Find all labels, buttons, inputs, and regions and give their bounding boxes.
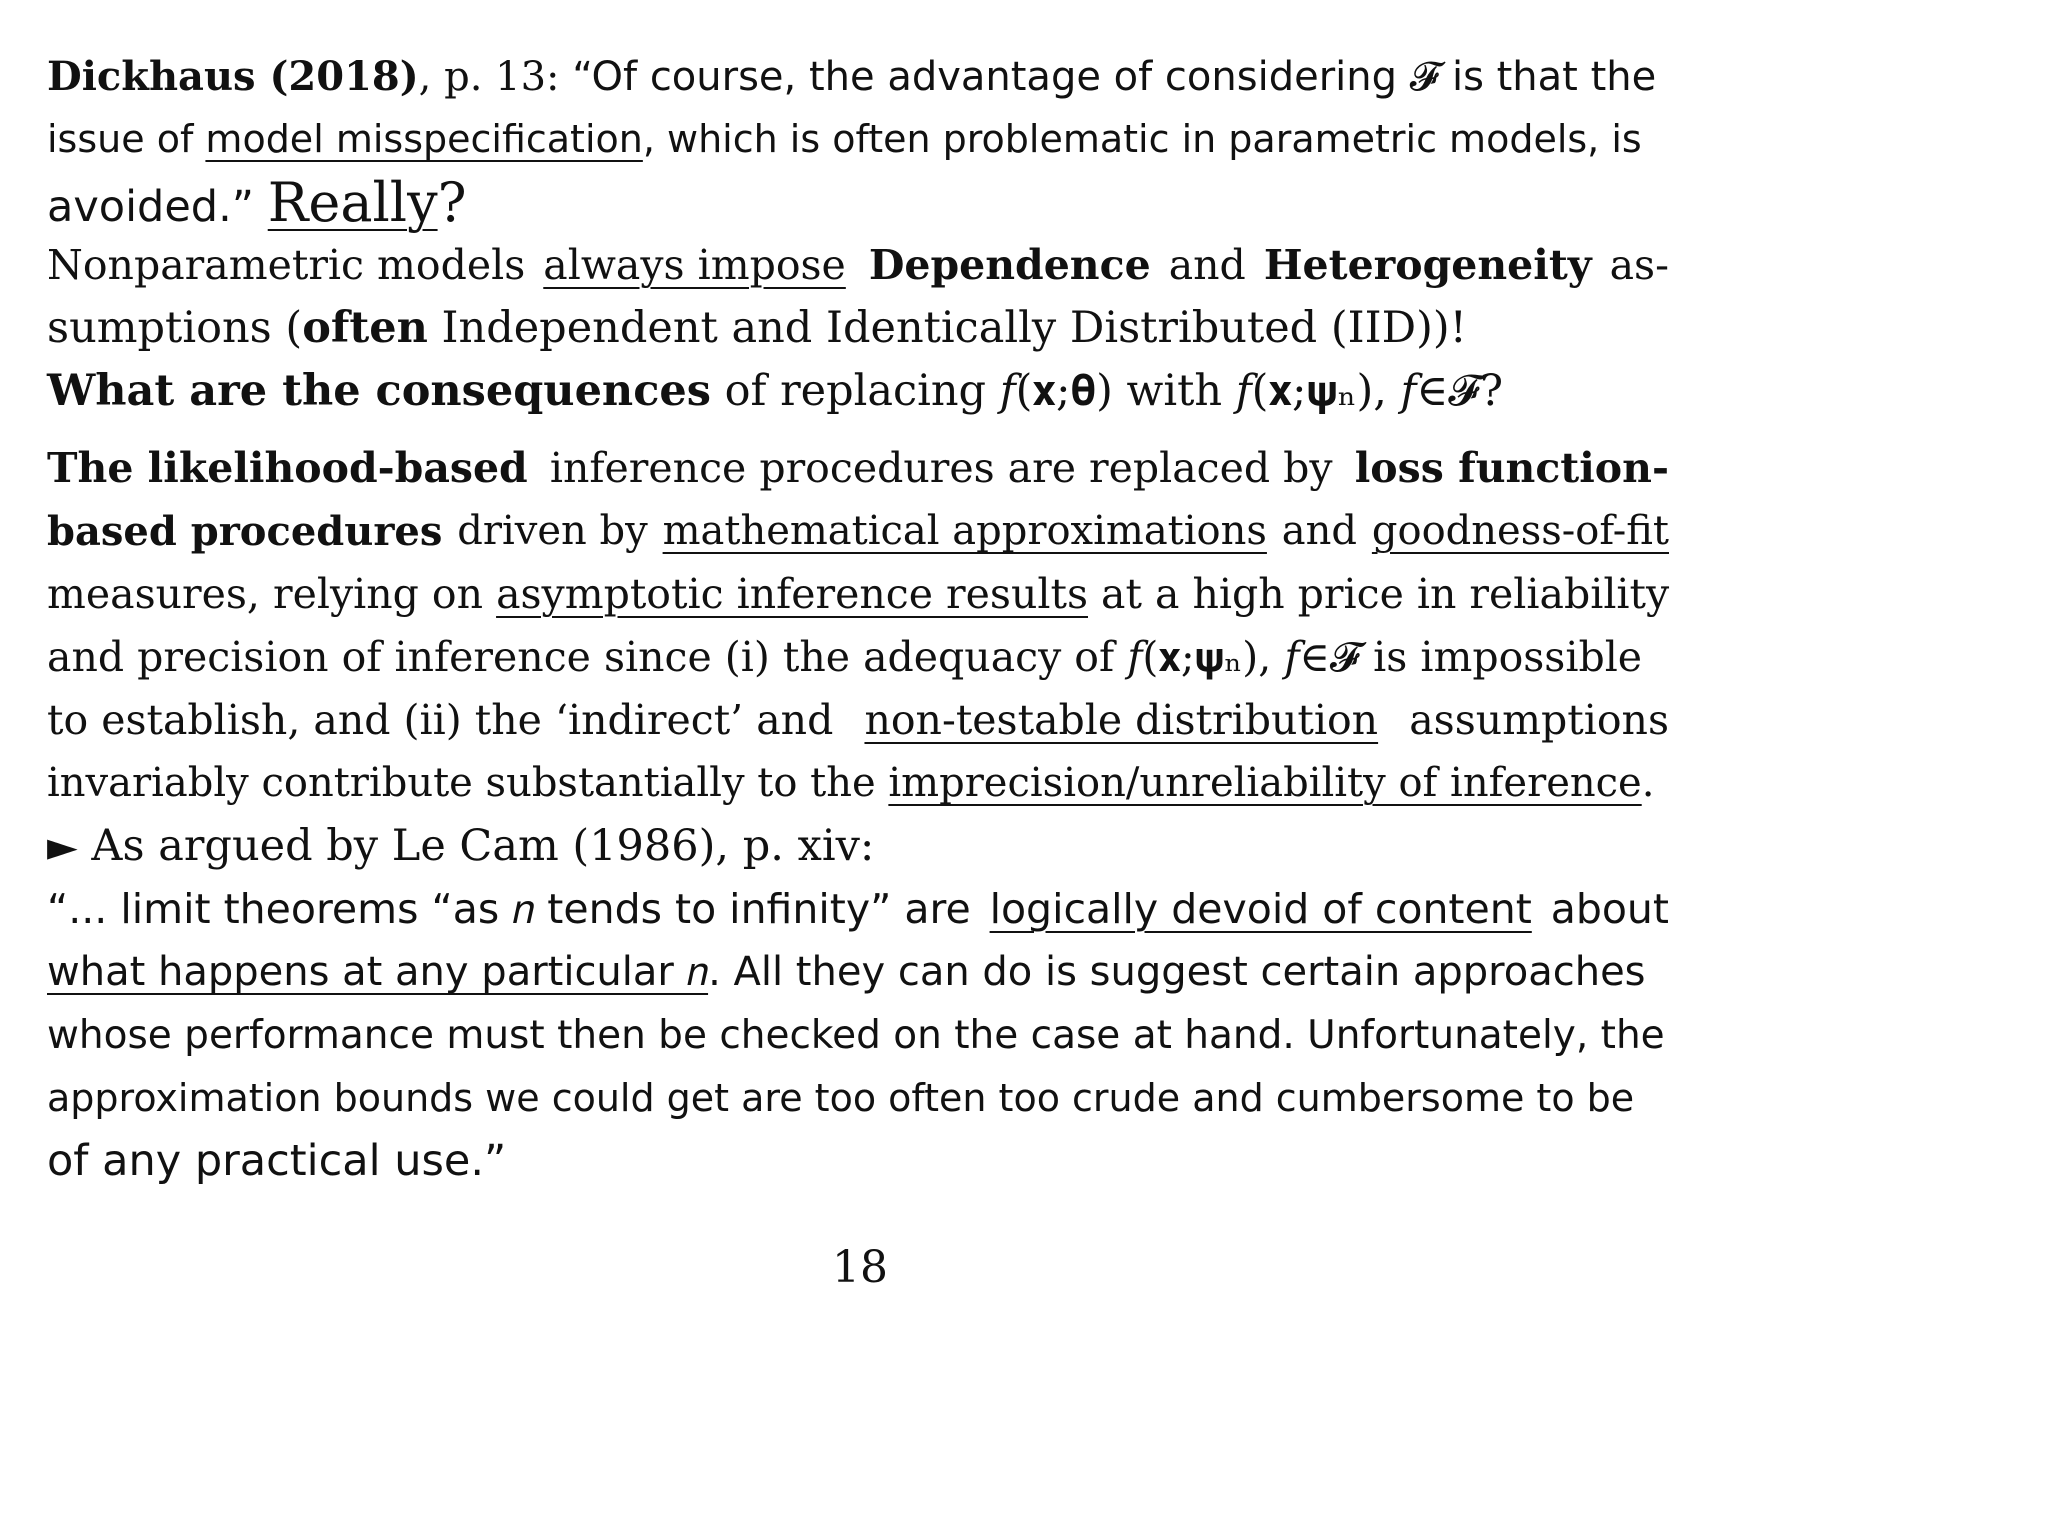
line-10 xyxy=(47,626,1669,689)
line-1 xyxy=(47,45,1669,108)
question-mark: ? xyxy=(437,171,467,234)
line-4 xyxy=(47,234,1669,297)
line-14 xyxy=(47,878,1669,941)
underlined-term: always impose xyxy=(543,241,846,289)
text: invariably contribute substantially to the xyxy=(47,760,889,806)
text: inference procedures are replaced by xyxy=(536,444,1346,492)
text: driven by xyxy=(444,508,661,554)
bold-term: often xyxy=(302,303,428,353)
text: to establish, and (ii) the ‘indirect’ and xyxy=(47,696,847,744)
line-16 xyxy=(47,1004,1669,1067)
bold-term: Dependence xyxy=(868,241,1151,289)
bold-term: Heterogeneity xyxy=(1263,241,1592,289)
page-number: 18 xyxy=(832,1242,888,1293)
text: sumptions ( xyxy=(47,303,303,353)
line-9 xyxy=(47,563,1669,626)
really-remark: Really xyxy=(267,171,438,234)
text: and precision of inference since (i) the adequacy of 𝑓(𝐱;𝛙ₙ), 𝑓∈𝓕 is impossible xyxy=(47,633,1643,681)
line-12 xyxy=(47,752,1669,815)
text: approximation bounds we could get are too often too crude and cumbersome to be xyxy=(47,1076,1635,1120)
underlined-term: imprecision/unreliability of inference xyxy=(888,760,1642,806)
citation-page: , p. 13: xyxy=(418,54,573,100)
line-18 xyxy=(47,1130,1669,1193)
line-5 xyxy=(47,297,1669,360)
text: Nonparametric models xyxy=(47,241,539,289)
text: . xyxy=(1641,760,1655,806)
text: issue of xyxy=(47,117,194,161)
text: , which is often problematic in parametric models, is xyxy=(642,117,1642,161)
line-11 xyxy=(47,689,1669,752)
line-3 xyxy=(47,171,1669,234)
text: and xyxy=(1269,508,1370,554)
quote-text: “Of course, the advantage of considering 𝓕 is that the xyxy=(572,54,1657,100)
bold-term: based procedures xyxy=(47,508,443,555)
text: Independent and Identically Distributed (IID))! xyxy=(427,303,1467,353)
bold-term: The likelihood-based xyxy=(47,444,528,492)
underlined-term: logically devoid of content xyxy=(989,885,1532,933)
bullet-triangle-icon: ► xyxy=(47,824,78,870)
author-citation: Dickhaus (2018) xyxy=(47,53,419,100)
line-15 xyxy=(47,941,1669,1004)
text: of any practical use.” xyxy=(47,1136,507,1186)
text: As argued by Le Cam (1986), p. xiv: xyxy=(77,821,875,871)
bold-term: What are the consequences xyxy=(47,366,711,416)
text: about xyxy=(1537,885,1669,933)
underlined-term: what happens at any particular 𝑛 xyxy=(47,949,709,995)
line-2 xyxy=(47,108,1669,171)
text: whose performance must then be checked on the case at hand. Unfortunately, the xyxy=(47,1013,1665,1058)
underlined-term: mathematical approximations xyxy=(662,508,1267,554)
formula-text: of replacing 𝑓(𝐱;𝛉) with 𝑓(𝐱;𝛙ₙ), 𝑓∈𝓕? xyxy=(710,366,1504,416)
text: avoided.” xyxy=(47,182,268,232)
underlined-term: non-testable distribution xyxy=(864,696,1379,744)
line-8 xyxy=(47,500,1669,563)
line-6 xyxy=(47,360,1669,423)
text: and xyxy=(1155,241,1259,289)
underlined-term: goodness-of-fit xyxy=(1371,508,1669,554)
text: as- xyxy=(1596,241,1669,289)
text: . All they can do is suggest certain approaches xyxy=(708,949,1646,995)
underlined-term: model misspecification xyxy=(205,117,643,161)
text: assumptions xyxy=(1396,696,1669,744)
text: “... limit theorems “as 𝑛 tends to infinity” are xyxy=(47,885,984,933)
text: measures, relying on xyxy=(47,570,497,618)
underlined-term: asymptotic inference results xyxy=(496,570,1088,618)
bold-term: loss function- xyxy=(1354,444,1669,492)
line-13 xyxy=(47,815,1669,878)
text: at a high price in reliability xyxy=(1088,570,1670,618)
slide-body xyxy=(47,45,1669,1193)
line-7 xyxy=(47,437,1669,500)
line-17 xyxy=(47,1067,1669,1130)
